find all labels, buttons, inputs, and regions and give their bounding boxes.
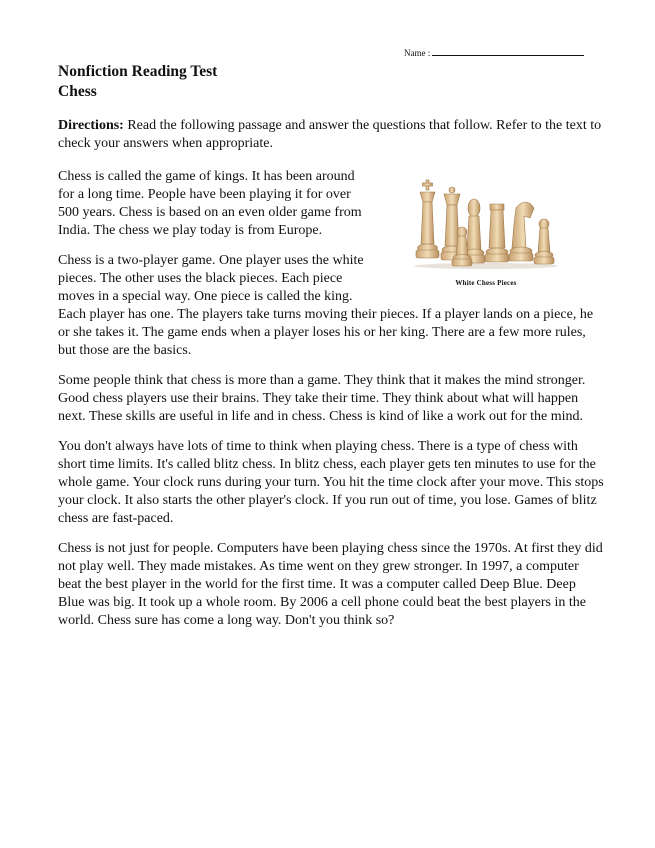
directions-text: Read the following passage and answer the questions that follow. Refer to the text to check your answers when appropriate. (58, 118, 602, 151)
paragraph-5: Chess is not just for people. Computers have been playing chess since the 1970s. At first they did not play well. They made mistakes. As time went on they grew stronger. In 1997, a computer beat the best player in the world for the first time. It was a computer called Deep Blue. Deep Blue was big. It took up a whole room. By 2006 a cell phone could beat the best players in the world. Chess sure has come a long way. Don't you think so? (58, 541, 603, 628)
passage (58, 168, 604, 642)
figure-caption: White Chess Pieces (455, 279, 517, 287)
king-piece (416, 180, 439, 258)
name-blank-line[interactable] (432, 46, 584, 56)
rook-piece (485, 204, 509, 262)
knight-piece (509, 202, 534, 261)
pawn-piece (534, 219, 554, 264)
directions (58, 117, 604, 153)
title-line-1: Nonfiction Reading Test (58, 63, 218, 80)
title-line-2: Chess (58, 83, 97, 100)
paragraph-2: Chess is a two-player game. One player uses the white pieces. The other uses the black pieces. Each piece moves in a special way. One piece is called the king. Each player has one. The players take turns moving their pieces. If a player lands on a piece, he or she takes it. The game ends when a player loses his or her king. There are a few more rules, but those are the basics. (58, 253, 594, 358)
paragraph-4: You don't always have lots of time to think when playing chess. There is a type of chess with short time limits. It's called blitz chess. In blitz chess, each player gets ten minutes to use for the whole game. Your clock runs during your turn. You hit the time clock after your move. This stops your clock. It also starts the other player's clock. If you run out of time, you lose. Games of blitz chess are fast-paced. (58, 439, 604, 526)
chess-figure (374, 168, 598, 290)
directions-label: Directions: (58, 118, 124, 133)
chess-pieces-image (406, 178, 566, 270)
paragraph-1: Chess is called the game of kings. It has been around for a long time. People have been playing it for over 500 years. Chess is based on an even older game from India. The chess we play today is from Europe. (58, 169, 362, 238)
worksheet-title (58, 62, 217, 102)
paragraph-3: Some people think that chess is more than a game. They think that it makes the mind stronger. Good chess players use their brains. They take their time. They think about what will happen next. These skills are useful in life and in chess. Chess is kind of like a work out for the mind. (58, 373, 586, 424)
name-field[interactable] (404, 46, 584, 58)
name-label: Name : (404, 48, 431, 58)
